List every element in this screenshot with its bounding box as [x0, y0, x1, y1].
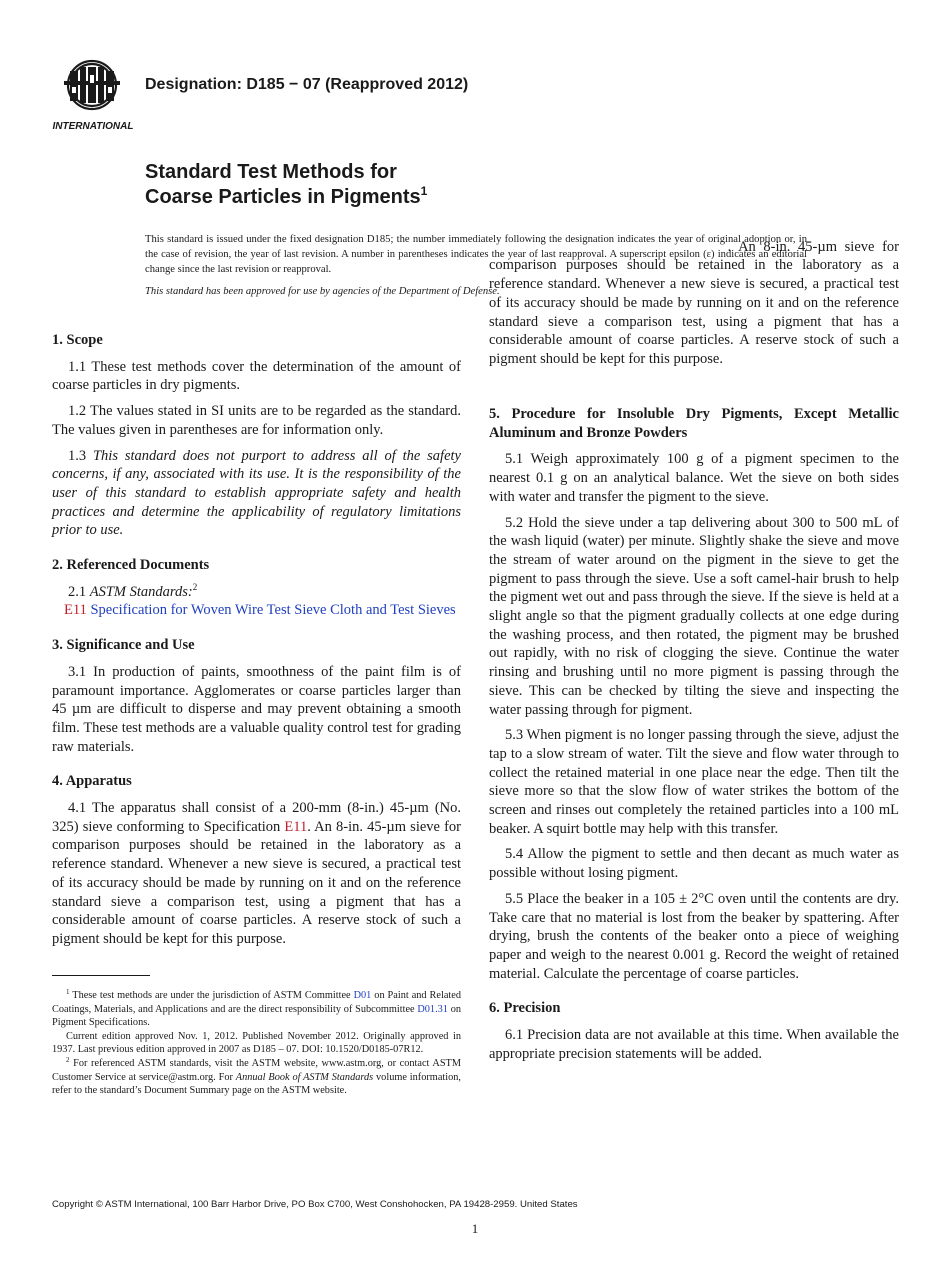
footnote-1-text-a: These test methods are under the jurisdiction of ASTM Committee	[72, 990, 351, 1001]
footnote-1-text-c: on Pigment Specifications.	[52, 1003, 461, 1029]
reference-e11-title[interactable]: Specification for Woven Wire Test Sieve Cloth and Test Sieves	[90, 602, 456, 619]
section-2-heading: 2. Referenced Documents	[52, 557, 210, 574]
approved-statement: This standard has been approved for use by agencies of the Department of Defense.	[145, 286, 500, 297]
para-6-1: 6.1 Precision data are not available at this time. When available the appropriate precision statements will be added.	[489, 1027, 899, 1062]
footnotes	[52, 975, 461, 1098]
astm-logo	[50, 57, 136, 133]
footnote-2-italic: Annual Book of ASTM Standards	[235, 1071, 374, 1083]
para-4-1-continuation-flow	[489, 219, 899, 369]
para-2-1	[52, 583, 461, 602]
para-4-1-text-a: 4.1 The apparatus shall consist of a 200-mm (8-in.) 45-µm (No. 325) sieve conforming to Specification	[52, 800, 461, 835]
page-number: 1	[471, 1221, 479, 1236]
reference-e11[interactable]	[52, 601, 461, 620]
para-4-1-start	[52, 799, 461, 947]
document-title	[145, 160, 427, 210]
footnote-2-text-b: volume information, refer to the standard’s Document Summary page on the ASTM website.	[52, 1071, 461, 1097]
para-4-1-reference[interactable]: E11	[284, 818, 308, 835]
footnote-2-text-a: For referenced ASTM standards, visit the ASTM website, www.astm.org, or contact ASTM Customer Service at service@astm.org. For	[52, 1057, 462, 1083]
footnote-1-mark: 1	[66, 988, 70, 996]
left-column	[52, 331, 461, 947]
footnote-1-text-b: on Paint and Related Coatings, Materials, and Applications and are the direct responsibility of Subcommittee	[52, 990, 461, 1015]
para-5-4: 5.4 Allow the pigment to settle and then decant as much water as possible without losing pigment.	[489, 846, 899, 882]
footnote-2	[52, 1057, 461, 1098]
logo-text: INTERNATIONAL	[52, 121, 134, 132]
section-1-heading: 1. Scope	[52, 332, 103, 348]
right-column	[489, 238, 899, 1064]
designation: Designation: D185 − 07 (Reapproved 2012)	[145, 76, 469, 93]
section-5-heading: 5. Procedure for Insoluble Dry Pigments, Except Metallic Aluminum and Bronze Powders	[489, 406, 899, 441]
para-4-1-text-b: . An 8-in. 45-µm sieve for comparison purposes should be retained in the laboratory as a reference standard. Whenever a new sieve is secured, a practical test of its accuracy should be made by running on it and on the reference standard sieve a comparison test, using a pigment that has a considerable amount of coarse particles. A reserve stock of such a pigment should be kept for this purpose.	[52, 818, 461, 947]
para-1-1: 1.1 These test methods cover the determination of the amount of coarse particles in dry pigments.	[52, 358, 461, 394]
section-6-heading: 6. Precision	[489, 1000, 561, 1017]
title-line-2	[145, 185, 427, 210]
section-4-heading: 4. Apparatus	[52, 773, 132, 790]
para-5-1: 5.1 Weigh approximately 100 g of a pigment specimen to the nearest 0.1 g on an analytical balance. Wet the sieve on both sides with water and transfer the pigment to the sieve.	[489, 451, 899, 505]
para-1-3-number: 1.3	[68, 447, 87, 464]
copyright-notice: Copyright © ASTM International, 100 Barr Harbor Drive, PO Box C700, West Conshohocken, PA 19428-2959. United States	[52, 1199, 578, 1210]
footnote-1-committee-link[interactable]: D01	[353, 990, 372, 1001]
para-3-1: 3.1 In production of paints, smoothness of the paint film is of paramount importance. Agglomerates or coarse particles larger than 45 µm are difficult to disperse and may prevent obtaining a smooth film. These test methods are a valuable quality control test for grading raw materials.	[52, 663, 461, 755]
para-1-2: 1.2 The values stated in SI units are to be regarded as the standard. The values given in parentheses are for information only.	[52, 403, 461, 438]
para-4-1-continued	[489, 238, 899, 387]
para-1-3-text: This standard does not purport to address all of the safety concerns, if any, associated with its use. It is the responsibility of the user of this standard to establish appropriate safety and health practices and determine the applicability of regulatory limitations prior to use.	[52, 447, 461, 539]
para-5-3: 5.3 When pigment is no longer passing through the sieve, adjust the tap to a slow stream of water. Tilt the sieve and flow water through to collect the retained material in one place near the edge. Then tilt the sieve more so that the slow flow of water strikes the bottom of the screen and rinses out completely the retained particles into a 100 mL beaker. A squirt bottle may help with this transfer.	[489, 727, 899, 837]
footnote-1	[52, 989, 461, 1030]
issued-statement: This standard is issued under the fixed designation D185; the number immediately following the designation indicates the year of original adoption or, in the case of revision, the year of last revision. A number in parentheses indicates the year of last reapproval. A superscript epsilon (ε) indicates an editorial change since the last revision or reapproval.	[145, 234, 807, 275]
title-line-1: Standard Test Methods for	[145, 161, 397, 183]
footnote-rule	[52, 975, 150, 976]
para-5-5: 5.5 Place the beaker in a 105 ± 2°C oven until the contents are dry. Take care that no material is lost from the beaker by spattering. After drying, brush the contents of the beaker onto a piece of weighing paper and weigh to the nearest 0.001 g. Record the weight of retained material. Calculate the percentage of coarse particles.	[489, 890, 899, 982]
para-2-1-footnote-mark[interactable]: 2	[192, 581, 198, 592]
footnote-1-subcommittee-link[interactable]: D01.31	[417, 1003, 448, 1015]
footnote-2-mark: 2	[66, 1055, 70, 1064]
section-3-heading: 3. Significance and Use	[52, 637, 195, 654]
reference-e11-code[interactable]: E11	[64, 602, 87, 619]
footnote-1-edition: Current edition approved Nov. 1, 2012. Published November 2012. Originally approved in 1937. Last previous edition approved in 2007 as D185 – 07. DOI: 10.1520/D0185-07R12.	[52, 1030, 461, 1056]
title-line-2-text: Coarse Particles in Pigments	[145, 186, 421, 208]
para-2-1-number: 2.1	[68, 583, 87, 600]
para-1-3	[52, 447, 461, 541]
para-5-2: 5.2 Hold the sieve under a tap delivering about 300 to 500 mL of the wash liquid (water) per minute. Slightly shake the sieve and move the stream of water around on the pigment in the sieve to get the pigment to pass through the sieve. Use a soft camel-hair brush to help the pigment wet out and pass through the sieve. If the sieve is held at a slight angle so that the pigment gradually collects at one edge during the washing process, and then rotated, the pigment may be brushed out rapidly, with no risk of clogging the sieve. Continue the water rinsing and brushing until no more pigment is passing through the sieve. This can be checked by tilting the sieve and inspecting the water passing through for pigment.	[489, 514, 899, 718]
title-footnote-mark[interactable]: 1	[420, 184, 428, 198]
para-2-1-text: ASTM Standards:	[89, 583, 193, 600]
para-4-1-flow-b: . An 8-in. 45-µm sieve for comparison purposes should be retained in the laboratory as a reference standard. Whenever a new sieve is secured, a practical test of its accuracy should be made by running on it and on the reference standard sieve a comparison test, using a pigment that has a considerable amount of coarse particles. A reserve stock of such a pigment should be kept for this purpose.	[489, 238, 899, 367]
